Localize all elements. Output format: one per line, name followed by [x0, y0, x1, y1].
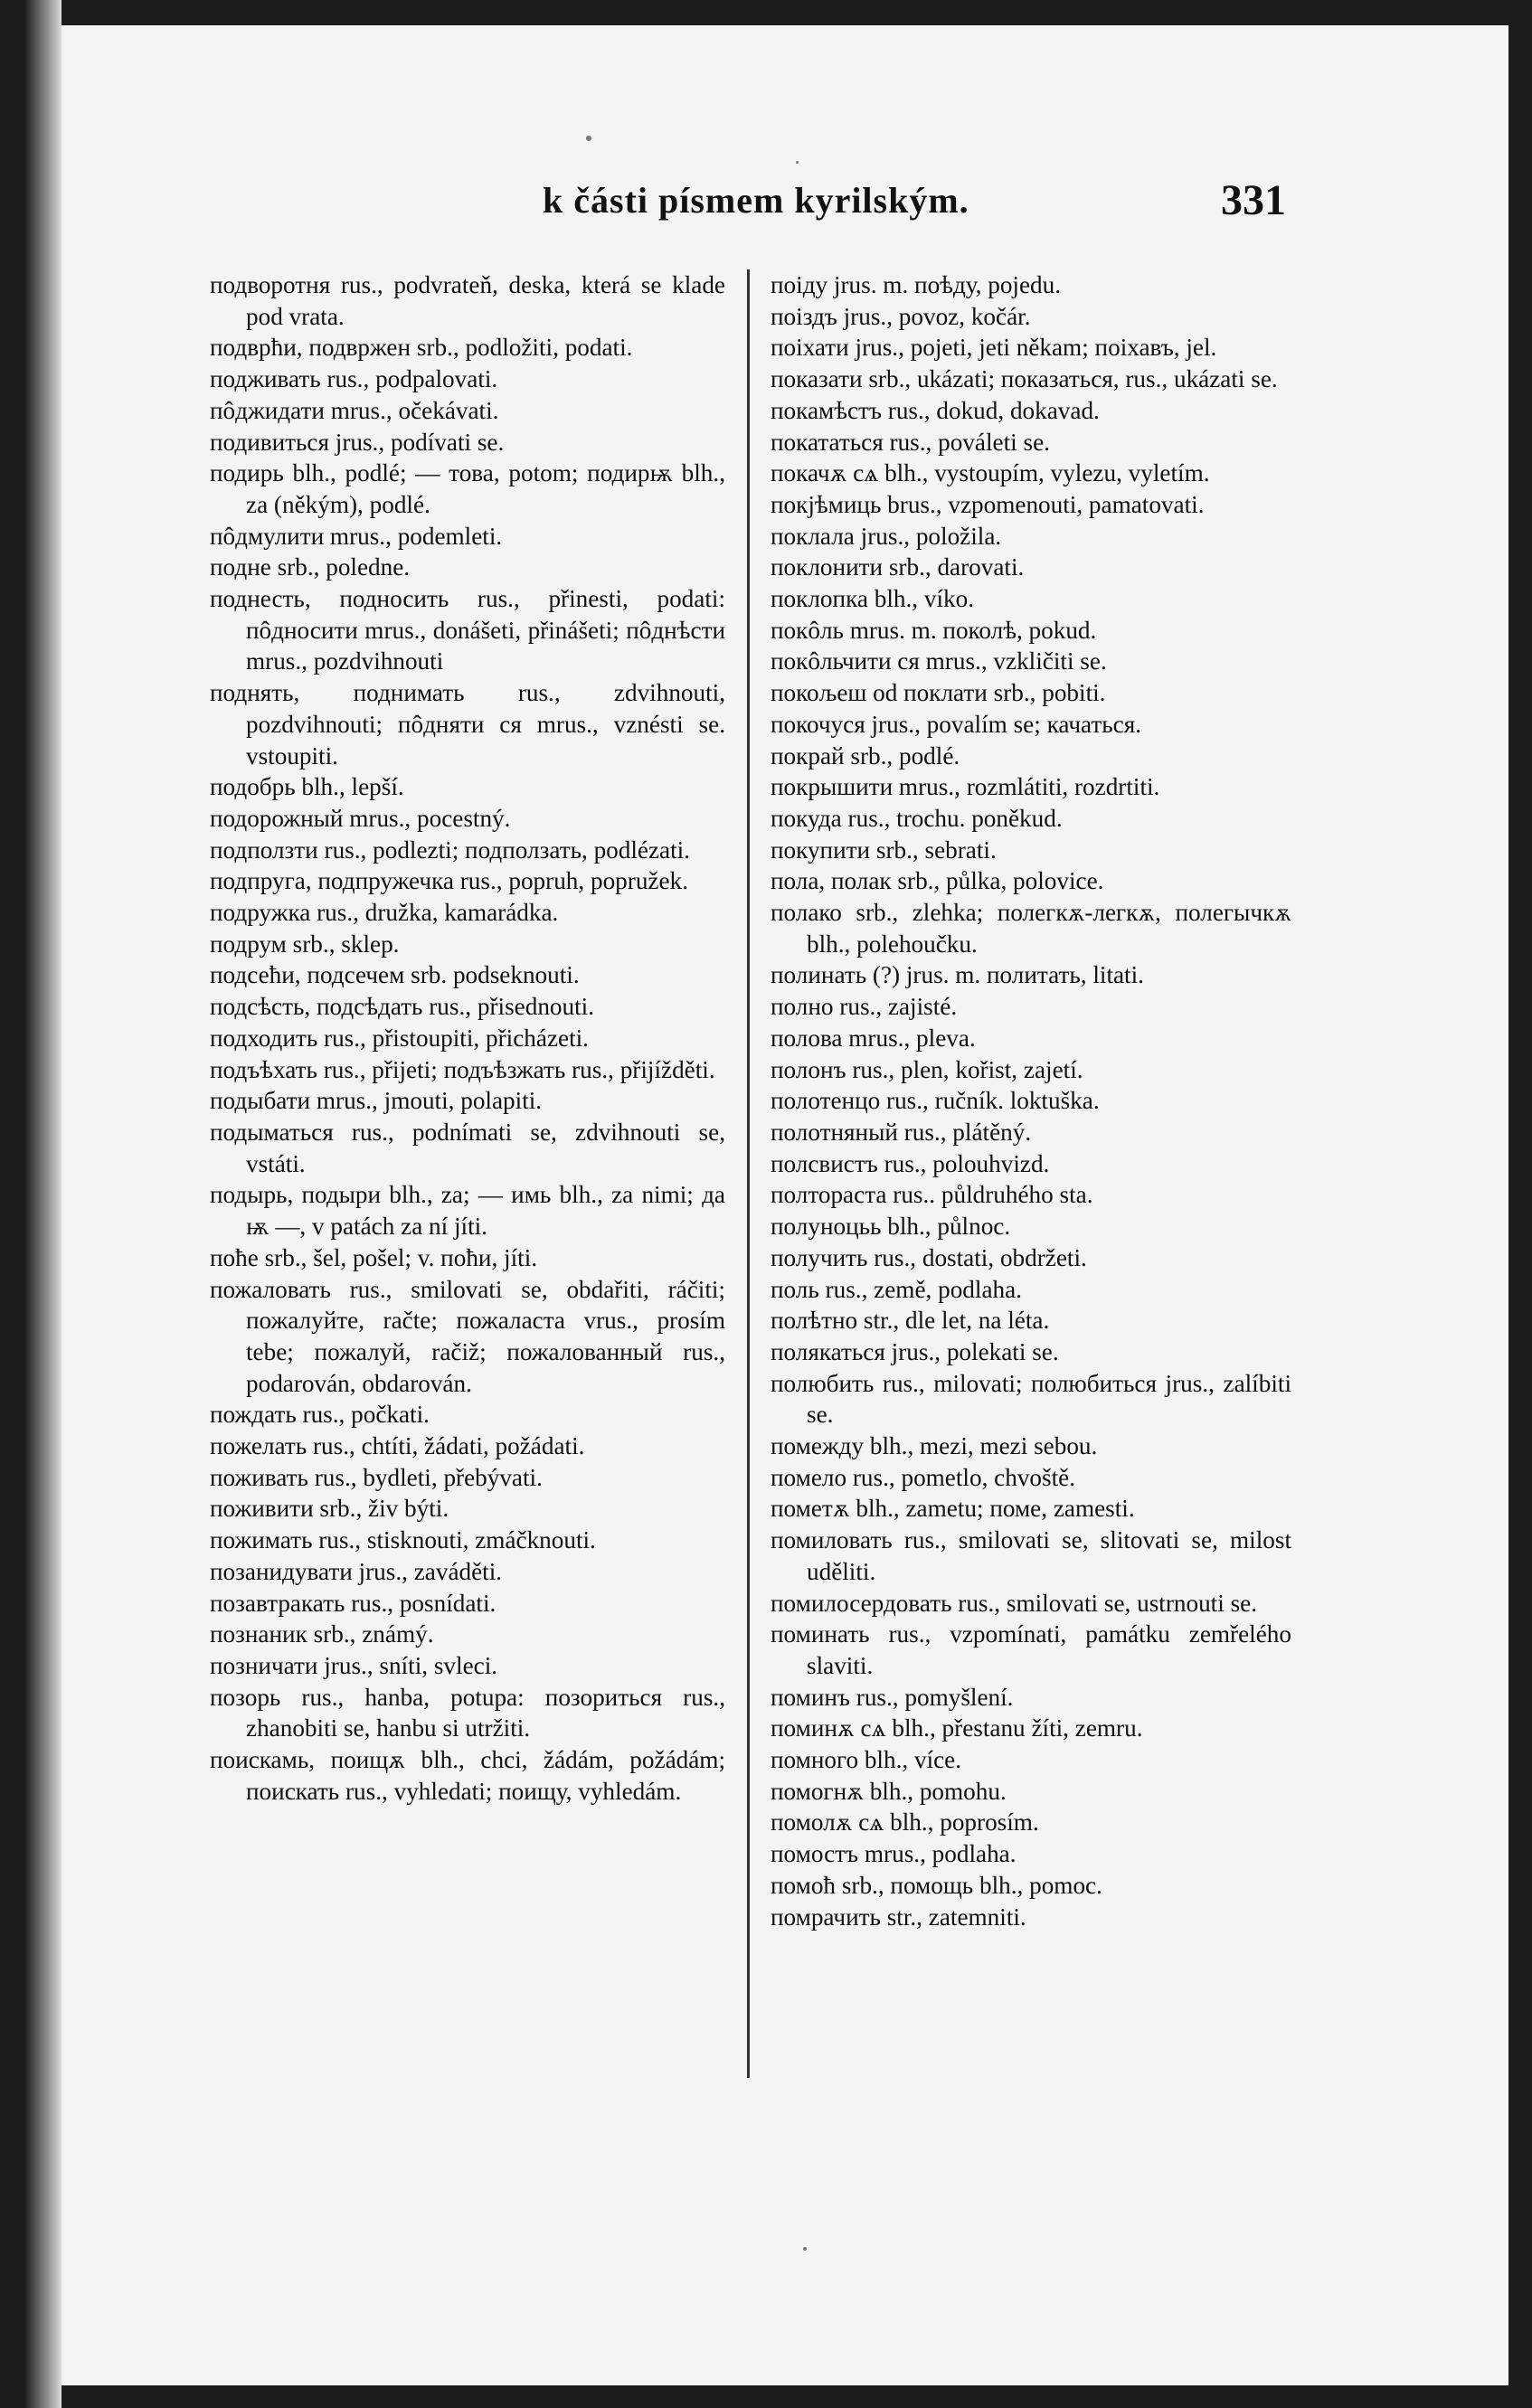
dictionary-entry: полѣтно str., dle let, na léta.: [771, 1307, 1050, 1335]
dictionary-entry: поднесть, подносить rus., přinesti, podati: пôдносити mrus., donášeti, přinášeti; пôднѣсти mrus., pozdvihnouti: [210, 585, 725, 675]
dictionary-entry: полуноцьь blh., půlnoc.: [771, 1213, 1011, 1241]
running-header: [0, 176, 1532, 224]
dictionary-entry: поживити srb., živ býti.: [210, 1495, 449, 1523]
dictionary-entry: пождать rus., počkati.: [210, 1401, 430, 1429]
dictionary-entry: подъѣхать rus., přijeti; подъѣзжать rus., přijížděti.: [210, 1055, 715, 1083]
ink-speck: [586, 136, 591, 141]
dictionary-entry: покочуся jrus., povalím se; качаться.: [771, 710, 1142, 738]
dictionary-entry: познаник srb., známý.: [210, 1620, 434, 1648]
dictionary-entry: помрачить str., zatemniti.: [771, 1903, 1026, 1931]
dictionary-entry: поискамь, поищѫ blh., chci, žádám, požádám; поискать rus., vyhledati; поищу, vyhledám.: [210, 1746, 725, 1805]
dictionary-entry: подыматься rus., podnímati se, zdvihnouti se, vstáti.: [210, 1118, 725, 1177]
dictionary-entry: пожимать rus., stisknouti, zmáčknouti.: [210, 1526, 596, 1554]
dictionary-entry: поживать rus., bydleti, přebývati.: [210, 1463, 543, 1491]
dictionary-entry: полтораста rus.. půldruhého sta.: [771, 1181, 1093, 1209]
dictionary-entry: поклопка blh., víko.: [771, 585, 974, 613]
dictionary-entry: поднять, поднимать rus., zdvihnouti, pozdvihnouti; пôдняти ся mrus., vznésti se. vstoupiti.: [210, 679, 725, 770]
dictionary-entry: помело rus., pometlo, chvoště.: [771, 1463, 1076, 1491]
dictionary-entry: позанидувати jrus., zaváděti.: [210, 1557, 503, 1585]
dictionary-entry: полако srb., zlehka; полегкѫ-легкѫ, полегычкѫ blh., polehoučku.: [771, 899, 1291, 958]
dictionary-entry: покататься rus., poválеti se.: [771, 428, 1050, 456]
dictionary-entry: полно rus., zajisté.: [771, 993, 958, 1021]
dictionary-entry: покамѣстъ rus., dokud, dokavad.: [771, 396, 1100, 424]
dictionary-entry: покољеш od поклати srb., pobiti.: [771, 679, 1106, 707]
dictionary-entry: покôльчити ся mrus., vzkličiti se.: [771, 647, 1107, 675]
dictionary-entry: полинать (?) jrus. m. политать, litati.: [771, 961, 1144, 989]
dictionary-entry: пола, полак srb., půlka, polovice.: [771, 867, 1104, 895]
dictionary-entry: покрышити mrus., rozmlátiti, rozdrtiti.: [771, 773, 1160, 801]
dictionary-entry: получить rus., dostati, obdržeti.: [771, 1243, 1087, 1271]
dictionary-entry: полонъ rus., plen, kořist, zajetí.: [771, 1055, 1083, 1083]
scan-gutter: [25, 0, 61, 2408]
dictionary-entry: подходить rus., přistoupiti, přicházeti.: [210, 1024, 589, 1052]
dictionary-entry: подпруга, подпружечка rus., popruh, popružek.: [210, 867, 688, 895]
dictionary-entry: полотняный rus., plátěný.: [771, 1118, 1032, 1146]
dictionary-entry: полова mrus., pleva.: [771, 1024, 976, 1052]
dictionary-entry: покрай srb., podlé.: [771, 741, 960, 770]
dictionary-entry: подырь, подыри blh., za; — имь blh., za nimi; да ѭ —, v patách za ní jíti.: [210, 1181, 725, 1241]
dictionary-entry: подживать rus., podpalovati.: [210, 365, 498, 393]
dictionary-entry: подивиться jrus., podívati se.: [210, 428, 505, 456]
left-column: [210, 269, 725, 1807]
dictionary-entry: поіду jrus. m. поѣду, pojedu.: [771, 271, 1062, 298]
dictionary-entry: поħе srb., šel, pošel; v. поħи, jíti.: [210, 1243, 538, 1271]
dictionary-entry: помогнѫ blh., pomohu.: [771, 1777, 1007, 1805]
dictionary-entry: подползти rus., podlezti; подползать, podlézati.: [210, 836, 691, 864]
page-number: 331: [1221, 176, 1286, 224]
dictionary-entry: подсеħи, подсечем srb. podseknouti.: [210, 961, 580, 989]
dictionary-entry: поминъ rus., pomyšlení.: [771, 1683, 1014, 1711]
dictionary-entry: подирь blh., podlé; — това, potom; подирѭ blh., za (někým), podlé.: [210, 459, 725, 518]
dictionary-entry: помолѫ сѧ blh., poprosím.: [771, 1808, 1039, 1837]
dictionary-entry: поіздъ jrus., povoz, kočár.: [771, 302, 1031, 330]
dictionary-entry: покупити srb., sebrati.: [771, 836, 997, 864]
dictionary-entry: подобрь blh., lepší.: [210, 773, 404, 801]
dictionary-entry: пометѫ blh., zametu; поме, zamesti.: [771, 1495, 1135, 1523]
dictionary-entry: подсѣсть, подсѣдать rus., přisednouti.: [210, 993, 595, 1021]
dictionary-entry: помилосердовать rus., smilovati se, ustrnouti se.: [771, 1589, 1258, 1617]
dictionary-entry: полякаться jrus., polekati se.: [771, 1337, 1059, 1365]
right-column: [771, 269, 1291, 1932]
dictionary-entry: позорь rus., hanba, potupa: позориться rus., zhanobiti se, hanbu si utržiti.: [210, 1683, 725, 1742]
dictionary-entry: подне srb., poledne.: [210, 553, 411, 581]
ink-speck: [796, 161, 799, 164]
dictionary-entry: полотенцо rus., ručník. loktuška.: [771, 1087, 1100, 1115]
dictionary-entry: подорожный mrus., pocestný.: [210, 804, 511, 832]
dictionary-entry: помного blh., více.: [771, 1746, 962, 1774]
dictionary-entry: показати srb., ukázati; показаться, rus., ukázati se.: [771, 365, 1278, 393]
dictionary-entry: поіхати jrus., pojeti, jeti někam; поіхавъ, jel.: [771, 334, 1217, 362]
column-divider: [747, 269, 750, 2078]
dictionary-entry: подрум srb., sklep.: [210, 930, 400, 958]
dictionary-entry: поклала jrus., položila.: [771, 522, 1002, 550]
dictionary-entry: подружка rus., družka, kamarádka.: [210, 899, 559, 927]
dictionary-entry: покачѫ сѧ blh., vystoupím, vylezu, vyletím.: [771, 459, 1210, 487]
dictionary-entry: позничати jrus., sníti, svleci.: [210, 1651, 498, 1679]
dictionary-entry: покјѣмиць brus., vzpomenouti, pamatovati.: [771, 490, 1205, 518]
dictionary-entry: полсвистъ rus., polouhvizd.: [771, 1149, 1050, 1177]
dictionary-entry: покôль mrus. m. поколѣ, pokud.: [771, 616, 1097, 644]
dictionary-entry: поль rus., země, podlaha.: [771, 1275, 1022, 1303]
dictionary-entry: полюбить rus., milovati; полюбиться jrus., zalíbiti se.: [771, 1369, 1291, 1429]
dictionary-entry: поминать rus., vzpomínati, památku zemřelého slaviti.: [771, 1620, 1291, 1679]
ink-speck: [803, 2247, 807, 2251]
dictionary-entry: подврħи, подвржен srb., podložiti, podati.: [210, 334, 633, 362]
dictionary-entry: помостъ mrus., podlaha.: [771, 1840, 1017, 1868]
dictionary-entry: подворотня rus., podvrateň, deska, která se klade pod vrata.: [210, 271, 725, 330]
dictionary-entry: помиловать rus., smilovati se, slitovati se, milost uděliti.: [771, 1526, 1291, 1585]
dictionary-entry: поклонити srb., darovati.: [771, 553, 1025, 581]
dictionary-entry: поминѫ сѧ blh., přestanu žíti, zemru.: [771, 1714, 1143, 1742]
dictionary-entry: помежду blh., mezi, mezi sebou.: [771, 1432, 1098, 1460]
dictionary-entry: подыбати mrus., jmouti, polapiti.: [210, 1087, 543, 1115]
dictionary-entry: покуда rus., trochu. poněkud.: [771, 804, 1063, 832]
dictionary-entry: пôджидати mrus., očekávati.: [210, 396, 499, 424]
dictionary-entry: помоħ srb., помощь blh., pomoc.: [771, 1871, 1102, 1899]
dictionary-entry: пожаловать rus., smilovati se, obdařiti, ráčiti; пожалуйте, račte; пожаласта vrus., prosím tebe; пожалуй, račiž; пожалованный rus., podarován, obdarován.: [210, 1275, 725, 1397]
dictionary-entry: пожелать rus., chtíti, žádati, požádati.: [210, 1432, 585, 1460]
dictionary-entry: пôдмулити mrus., podemleti.: [210, 522, 503, 550]
header-title: k části písmem kyrilským.: [543, 180, 969, 221]
dictionary-entry: позавтракать rus., posnídati.: [210, 1589, 496, 1617]
